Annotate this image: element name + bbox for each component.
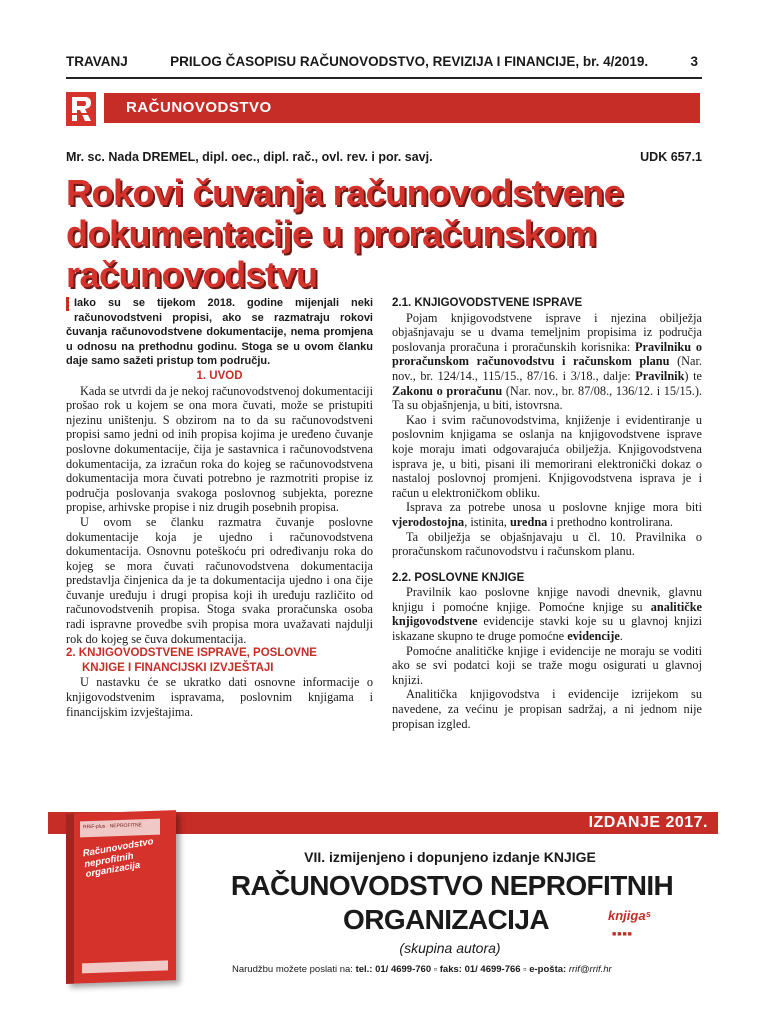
section-label: RAČUNOVODSTVO [126,99,272,116]
ad-edition-label: IZDANJE 2017. [588,814,708,831]
header-rule [66,77,702,79]
paragraph: Kada se utvrdi da je nekoj računovodstvenoj dokumentaciji prošao rok u kojem se ona mora čuvati, može se pristupiti njezinu uništenju. S obzirom na to da su računovodstveni propisi samo jedni od inih propisa kojima je uređeno čuvanje poslovne dokumentacije, čija je sastavnica i računovodstvena dokumentacija, za izračun roka do kojeg se računovodstvena dokumentacija mora čuvati potrebno je razmotriti propise iz područja poslovanja svakoga poslovnog subjekta, porezne propise, arhivske propise i niz drugih posebnih propisa. [66,383,373,515]
running-header [66,54,698,69]
book-footer-band [82,960,168,973]
section-bar [104,93,700,123]
header-page-number: 3 [690,54,698,69]
title-line: računovodstvu [66,254,318,295]
title-line: Rokovi čuvanja računovodstvene [66,172,624,213]
logo-dots-icon: ■■■■ [612,930,633,938]
author: Mr. sc. Nada DREMEL, dipl. oec., dipl. rač., ovl. rev. i por. savj. [66,150,433,164]
heading-uvod: 1. UVOD [196,369,243,382]
author-line [66,150,702,164]
email-link[interactable]: rrif@rrif.hr [568,964,612,975]
header-publication: PRILOG ČASOPISU RAČUNOVODSTVO, REVIZIJA I FINANCIJE, br. 4/2019. [170,54,649,69]
paragraph: U nastavku će se ukratko dati osnovne informacije o knjigovodstvenim ispravama, poslovnim knjigama i financijskim izvještajima. [66,675,373,719]
knjige-publisher-logo: knjigaˢ ■■■■ [608,908,651,938]
heading-section-2: 2. KNJIGOVODSTVENE ISPRAVE, POSLOVNE KNJIGE I FINANCIJSKI IZVJEŠTAJI [66,647,317,674]
article-title [66,172,686,295]
ad-subtitle: VII. izmijenjeno i dopunjeno izdanje KNJIGE [304,849,596,865]
ad-title-line2: ORGANIZACIJA [343,904,549,935]
paragraph: Ta obilježja se objašnjavaju u čl. 10. Pravilnika o proračunskom računovodstvu i računskom planu. [392,529,702,559]
title-line: dokumentacije u proračunskom [66,213,597,254]
paragraph: Analitička knjigovodstva i evidencije izrijekom su navedene, za većinu je propisan sadržaj, a ni jednom nije propisan izgled. [392,687,702,731]
separator-icon: ▫ [523,964,530,975]
udk-code: UDK 657.1 [640,150,702,164]
book-cover-image[interactable] [66,810,176,984]
fax-number[interactable]: faks: 01/ 4699-766 [439,964,521,975]
ad-authors: (skupina autora) [399,940,501,956]
book-spine [66,814,74,984]
paragraph: Kao i svim računovodstvima, knjiženje i evidentiranje u poslovnim knjigama se oslanja na knjigovodstvene isprave koje moraju imati odgovarajuća obilježja. Knjigovodstvena isprava je, u biti, pisani ili memorirani elektronički dokaz o nastaloj poslovnoj promjeni. Knjigovodstvena isprava je i račun u elektroničkom obliku. [392,412,702,500]
paragraph: Isprava za potrebe unosa u poslovne knjige mora biti vjerodostojna, istinita, uredna i prethodno kontrolirana. [392,500,702,529]
paragraph: Pojam knjigovodstvene isprave i njezina obilježja objašnjavaju se u dvama temeljnim propisima iz područja poslovanja proračuna i proračunskih korisnika: Pravilniku o proračunskom računovodstvu i računskom planu (Nar. nov., br. 124/14., 115/15., 87/16. i 3/18., dalje: Pravilnik) te Zakonu o proračunu (Nar. nov., br. 87/08., 136/12. i 15/15.). Ta su objašnjenja, u biti, istovrsna. [392,310,702,413]
book-cover-title: Računovodstvo neprofitnih organizacija [82,836,155,881]
paragraph: Pomoćne analitičke knjige i evidencije ne moraju se voditi ako se svi podatci koji se traže mogu osigurati u glavnoj knjizi. [392,643,702,687]
heading-2-1: 2.1. KNJIGOVODSTVENE ISPRAVE [392,297,583,309]
order-line: Narudžbu možete poslati na: tel.: 01/ 4699-760 ▫ faks: 01/ 4699-766 ▫ e-pošta: rrif@rrif.hr [232,964,612,975]
drop-mark [66,297,69,311]
separator-icon: ▫ [433,964,440,975]
heading-2-2: 2.2. POSLOVNE KNJIGE [392,571,525,584]
header-month: TRAVANJ [66,54,128,69]
paragraph: Pravilnik kao poslovne knjige navodi dnevnik, glavnu knjigu i pomoćne knjige. Pomoćne knjige su analitičke knjigovodstvene evidencije stavki koje su u glavnoj knjizi iskazane skupno te druge pomoćne evidencije. [392,585,702,644]
column-left [66,296,373,719]
column-right [392,296,702,731]
rrif-logo-icon [66,92,96,126]
lead-paragraph: Iako su se tijekom 2018. godine mijenjali neki računovodstveni propisi, ako se razmatraju rokovi čuvanja računovodstvene dokumentacije, nema promjena u odnosu na prethodnu godinu. Stoga se u ovom članku daje samo sažeti pristup tom području. [66,297,373,368]
ad-title-line1: RAČUNOVODSTVO NEPROFITNIH [230,870,674,901]
phone-number[interactable]: tel.: 01/ 4699-760 [355,964,432,975]
book-band: RRiF-plus · NEPROFITNE [80,819,160,838]
paragraph: U ovom se članku razmatra čuvanje poslovne dokumentacije koja je ujedno i računovodstvena dokumentacija. Osnovnu poteškoću pri određivanju roka do kojeg se mora čuvati računovodstvena dokumentacija predstavlja činjenica da je ta dokumentacija ujedno i ona čije čuvanje uređuju i drugi propisa koji ih uređuju različito od računovodstvenih propisa. Stoga svaka proračunska osoba radi ispravne provedbe svih propisa mora uvažavati najdulji rok do kojeg se čuva dokumentacija. [66,514,373,646]
